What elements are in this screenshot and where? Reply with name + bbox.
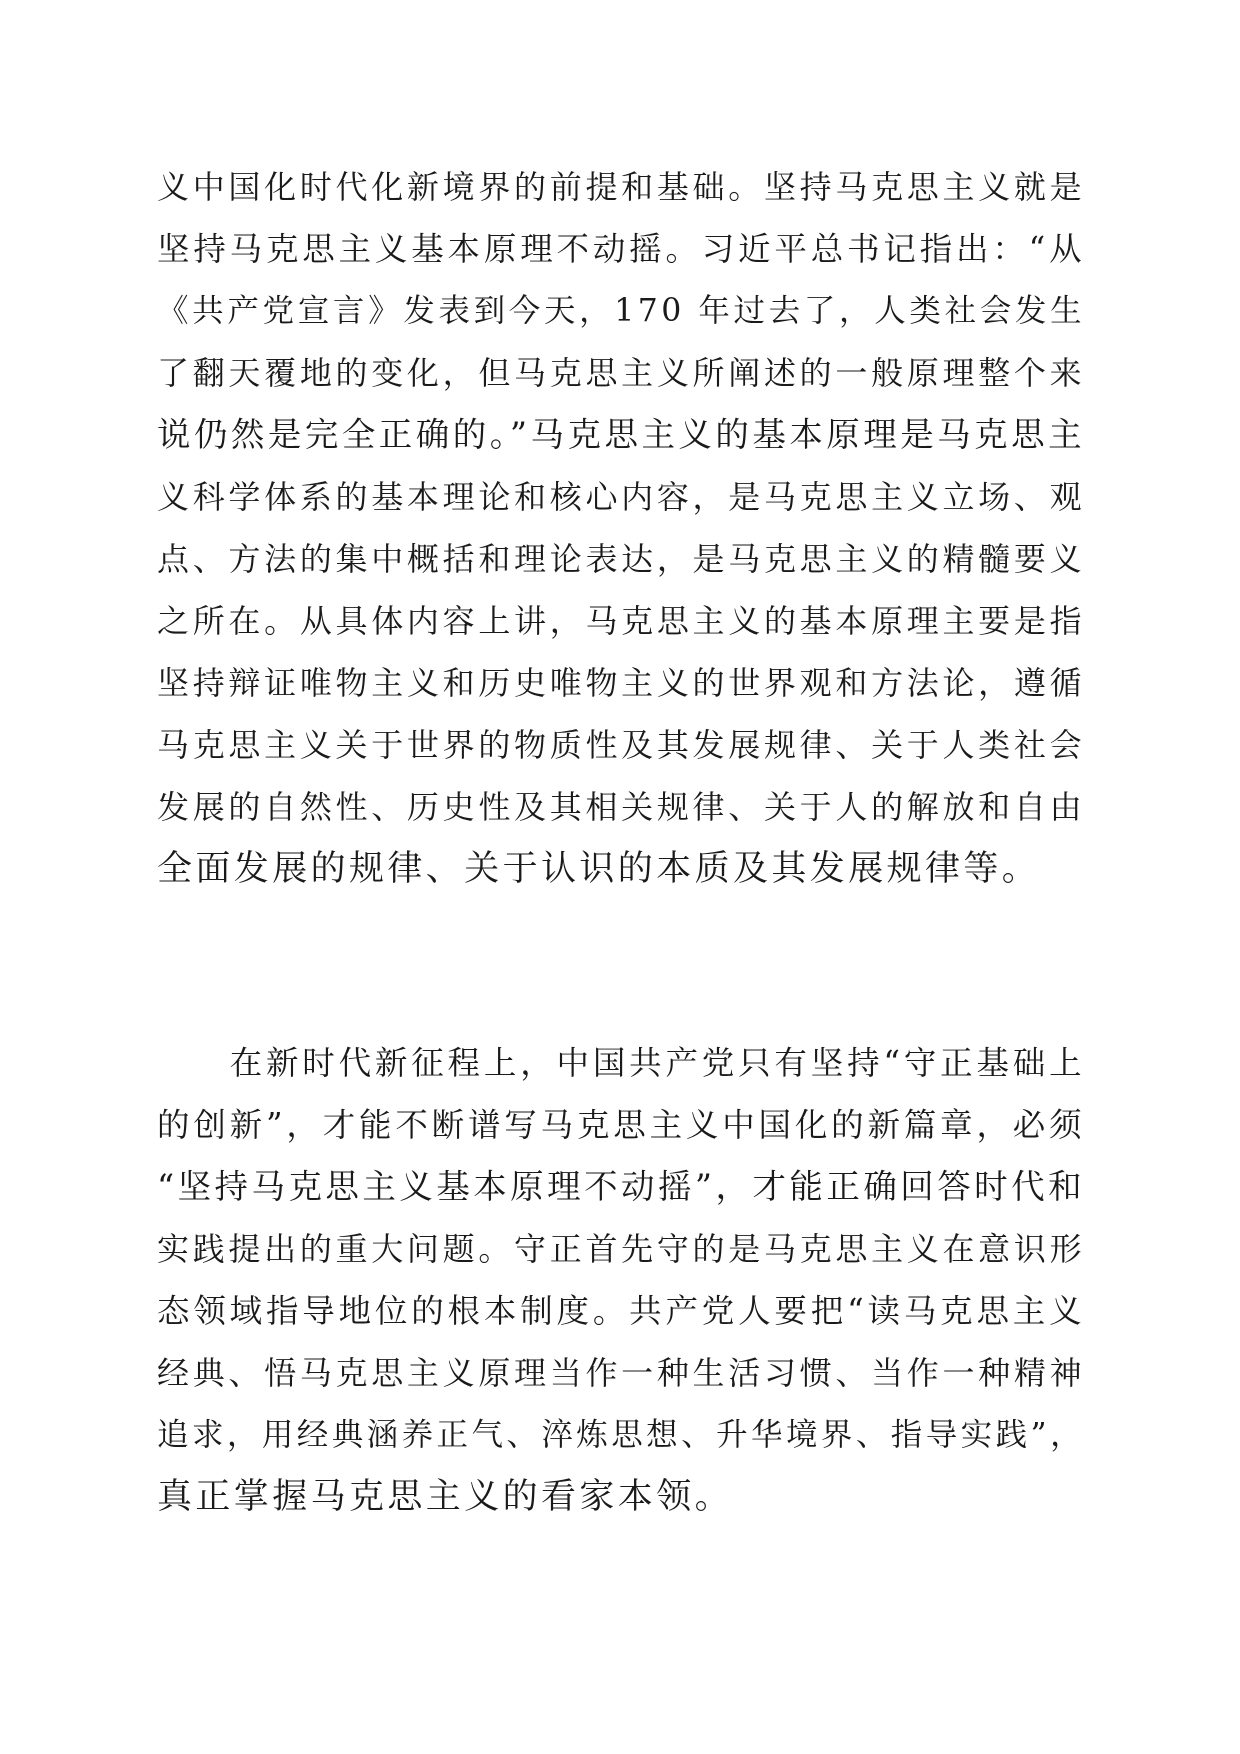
text-line: 发展的自然性、历史性及其相关规律、关于人的解放和自由 <box>157 788 1085 826</box>
text-line: 真正掌握马克思主义的看家本领。 <box>157 1477 734 1517</box>
text-line: 之所在。从具体内容上讲，马克思主义的基本原理主要是指 <box>157 602 1085 640</box>
text-line: 经典、悟马克思主义原理当作一种生活习惯、当作一种精神 <box>157 1354 1085 1392</box>
text-line: 坚持马克思主义基本原理不动摇。习近平总书记指出：“从 <box>157 230 1085 268</box>
text-line: 义科学体系的基本理论和核心内容，是马克思主义立场、观 <box>157 478 1085 516</box>
text-line: 的创新”，才能不断谱写马克思主义中国化的新篇章，必须 <box>157 1106 1085 1144</box>
text-line: 点、方法的集中概括和理论表达，是马克思主义的精髓要义 <box>157 540 1085 578</box>
text-line: 追求，用经典涵养正气、淬炼思想、升华境界、指导实践”， <box>157 1417 1085 1453</box>
text-line: 马克思主义关于世界的物质性及其发展规律、关于人类社会 <box>157 726 1085 764</box>
text-line: 实践提出的重大问题。守正首先守的是马克思主义在意识形 <box>157 1230 1085 1268</box>
text-line: “坚持马克思主义基本原理不动摇”，才能正确回答时代和 <box>157 1167 1085 1206</box>
text-line: 了翻天覆地的变化，但马克思主义所阐述的一般原理整个来 <box>157 354 1085 392</box>
text-line: 说仍然是完全正确的。”马克思主义的基本原理是马克思主 <box>157 415 1085 454</box>
text-line: 态领域指导地位的根本制度。共产党人要把“读马克思主义 <box>157 1292 1085 1330</box>
text-line: 全面发展的规律、关于认识的本质及其发展规律等。 <box>157 849 1041 889</box>
text-line: 坚持辩证唯物主义和历史唯物主义的世界观和方法论，遵循 <box>157 664 1085 702</box>
text-line: 义中国化时代化新境界的前提和基础。坚持马克思主义就是 <box>157 168 1085 206</box>
text-line: 《共产党宣言》发表到今天，170 年过去了，人类社会发生 <box>157 293 1085 329</box>
text-line: 在新时代新征程上，中国共产党只有坚持“守正基础上 <box>157 1044 1085 1082</box>
